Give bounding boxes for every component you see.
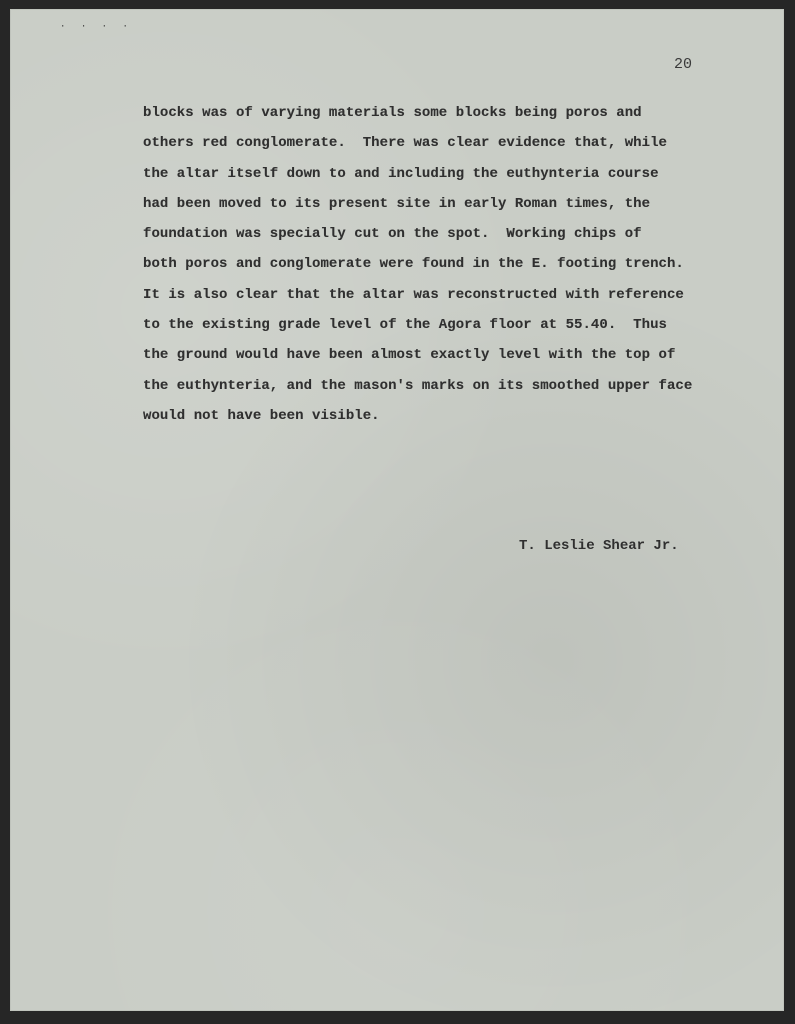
text-line: foundation was specially cut on the spot. Working chips of <box>143 226 642 243</box>
text-line: to the existing grade level of the Agora floor at 55.40. Thus <box>143 317 667 334</box>
body-text <box>143 98 763 431</box>
text-line: It is also clear that the altar was reconstructed with reference <box>143 286 684 303</box>
text-line: the ground would have been almost exactly level with the top of <box>143 347 676 364</box>
text-line: had been moved to its present site in early Roman times, the <box>143 195 651 212</box>
corner-marks: · · · · <box>60 22 133 32</box>
typed-page <box>10 9 784 1011</box>
text-line: others red conglomerate. There was clear evidence that, while <box>143 135 667 152</box>
text-line: blocks was of varying materials some blocks being poros and <box>143 105 642 121</box>
signature: T. Leslie Shear Jr. <box>519 538 679 554</box>
text-line: the euthynteria, and the mason's marks on its smoothed upper face <box>143 377 693 394</box>
text-line: would not have been visible. <box>143 407 380 424</box>
page-number: 20 <box>674 56 693 73</box>
text-line: the altar itself down to and including the euthynteria course <box>143 165 659 182</box>
text-line: both poros and conglomerate were found in the E. footing trench. <box>143 256 684 273</box>
